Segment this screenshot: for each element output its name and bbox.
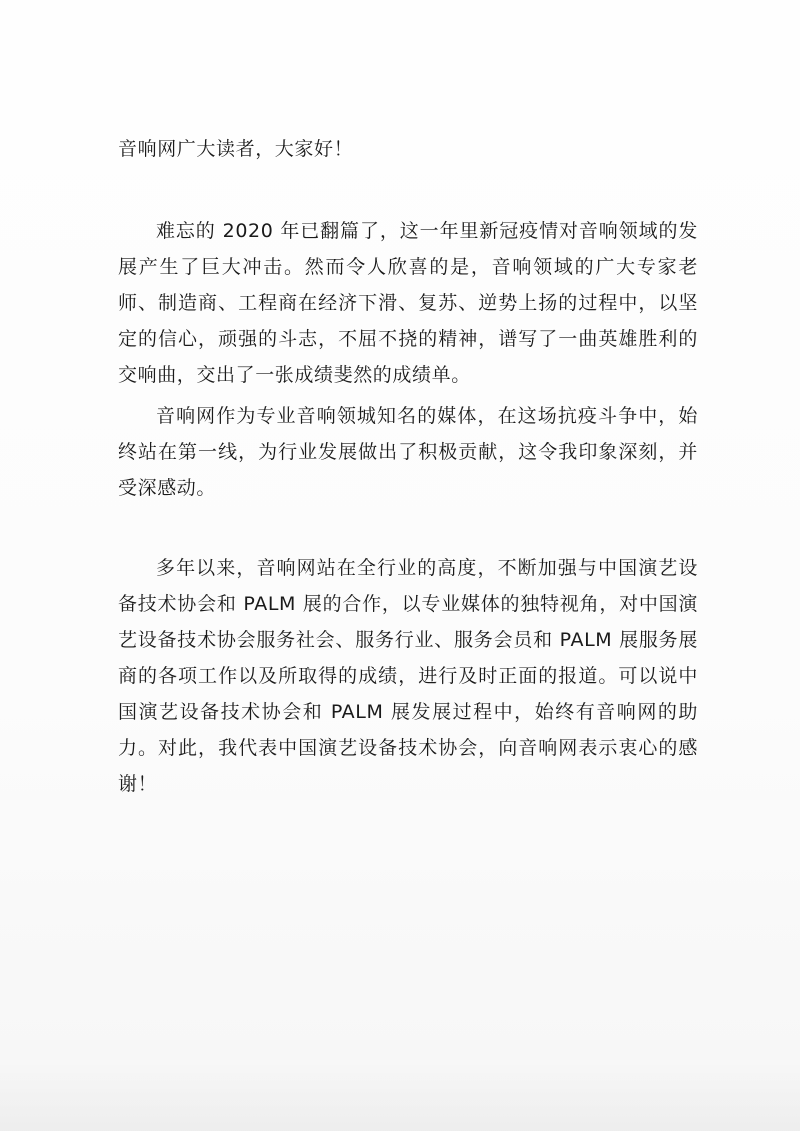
paragraph-spacer <box>118 506 698 550</box>
letter-greeting: 音响网广大读者，大家好！ <box>118 138 354 160</box>
letter-paragraph-1: 难忘的 2020 年已翻篇了，这一年里新冠疫情对音响领域的发展产生了巨大冲击。然而令人欣喜的是，音响领域的广大专家老师、制造商、工程商在经济下滑、复苏、逆势上扬的过程中，以坚定的信心，顽强的斗志，不屈不挠的精神，谱写了一曲英雄胜利的交响曲，交出了一张成绩斐然的成绩单。 <box>118 220 698 386</box>
letter-paragraph-2: 音响网作为专业音响领城知名的媒体，在这场抗疫斗争中，始终站在第一线，为行业发展做出了积极贡献，这令我印象深刻，并受深感动。 <box>118 405 698 499</box>
letter-body <box>118 131 698 802</box>
letter-paragraph-3: 多年以来，音响网站在全行业的高度，不断加强与中国演艺设备技术协会和 PALM 展的合作，以专业媒体的独特视角，对中国演艺设备技术协会服务社会、服务行业、服务会员和 PALM 展服务展商的各项工作以及所取得的成绩，进行及时正面的报道。可以说中国演艺设备技术协会和 PALM 展发展过程中，始终有音响网的助力。对此，我代表中国演艺设备技术协会，向音响网表示衷心的感谢！ <box>118 557 698 795</box>
scan-shadow <box>0 1061 800 1131</box>
